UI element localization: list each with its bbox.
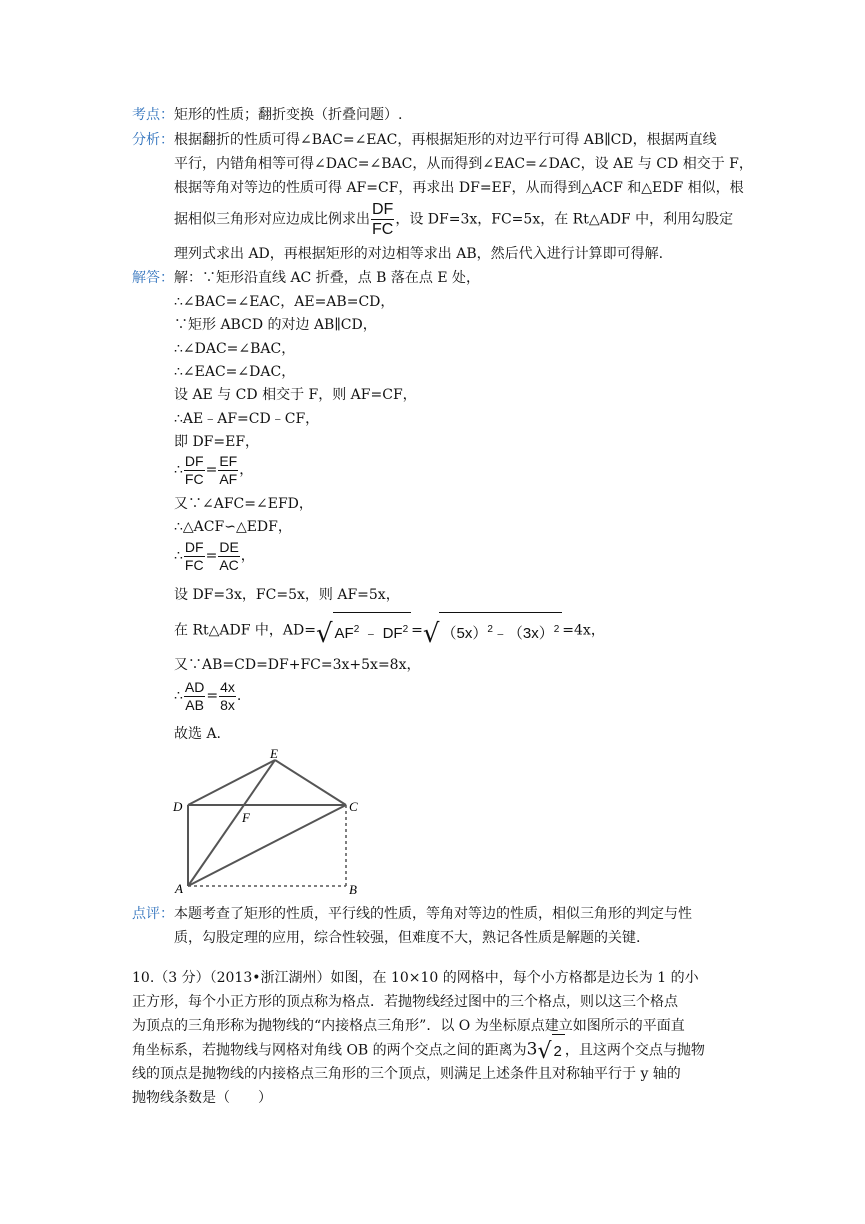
jieda-step-10: ∴△ACF∽△EDF， (174, 519, 292, 535)
label-f: F (242, 810, 250, 825)
jieda-step-6: 设 AE 与 CD 相交于 F，则 AF=CF， (174, 387, 417, 403)
sqrt-2 (423, 612, 562, 649)
fenxi-line-3: 根据等角对等边的性质可得 AF=CF，再求出 DF=EF，从而得到△ACF 和△EDF 相似，根 (174, 180, 744, 196)
q10-line-4 (132, 1034, 705, 1067)
label-a: A (175, 881, 183, 896)
frac-den: FC (372, 221, 394, 238)
frac-num: DF (184, 538, 204, 555)
segment-ae (188, 760, 275, 886)
punct: . (236, 688, 242, 704)
exponent: 2 (487, 624, 493, 635)
dianping-label: 点评： (132, 906, 174, 922)
fenxi-line-2: 平行，内错角相等可得∠DAC=∠BAC，从而得到∠EAC=∠DAC，设 AE 与 CD 相交于 F， (174, 156, 753, 172)
jieda-label: 解答： (132, 270, 174, 286)
therefore-sign: ∴ (174, 548, 183, 564)
radicand-1 (333, 612, 412, 649)
fenxi-text-4a: 据相似三角形对应边成比例求出 (174, 211, 370, 228)
q10-line-2: 正方形，每个小正方形的顶点称为格点．若抛物线经过图中的三个格点，则以这三个格点 (132, 994, 678, 1010)
label-e: E (270, 747, 278, 761)
frac-den: AB (185, 696, 204, 713)
segment-de (188, 760, 275, 805)
jieda-step-14: 故选 A. (174, 726, 222, 742)
label-b: B (349, 882, 357, 897)
jieda-step-2: ∴∠BAC=∠EAC，AE=AB=CD， (174, 294, 395, 310)
jieda-step-4: ∴∠DAC=∠BAC， (174, 341, 296, 357)
jieda-step-12 (174, 612, 605, 649)
label-d: D (173, 799, 183, 814)
fenxi-line-4 (174, 200, 733, 239)
term: ﹣ DF (359, 625, 403, 642)
jieda-line-1 (132, 268, 480, 288)
kaodian-text: 矩形的性质；翻折变换（折叠问题）. (174, 107, 403, 123)
jieda-fraction-2 (174, 537, 255, 575)
q10-line-1: 10.（3 分）（2013•浙江湖州）如图，在 10×10 的网格中，每个小方格都是边长为 1 的小 (132, 970, 699, 986)
pythag-text: 在 Rt△ADF 中，AD= (174, 622, 316, 639)
fraction (184, 453, 205, 488)
frac-den: FC (184, 470, 204, 487)
jieda-step-13: 又∵AB=CD=DF+FC=3x+5x=8x， (174, 657, 421, 673)
segment-ac (188, 805, 346, 886)
fenxi-text-1: 根据翻折的性质可得∠BAC=∠EAC，再根据矩形的对边平行可得 AB∥CD，根据两直线 (174, 132, 717, 148)
segment-ec (275, 760, 346, 805)
jieda-step-11: 设 DF=3x，FC=5x，则 AF=5x， (174, 587, 400, 603)
fraction (219, 679, 236, 714)
radical-sign: √ (422, 619, 440, 649)
frac-den: 8x (220, 696, 235, 713)
q10-line-6: 抛物线条数是（ ） (132, 1090, 272, 1106)
frac-den: AF (219, 470, 238, 487)
q10-line-3: 为顶点的三角形称为抛物线的“内接格点三角形”．以 O 为坐标原点建立如图所示的平面直 (132, 1018, 685, 1034)
equals: = (206, 688, 219, 704)
term: （5x） (441, 625, 488, 642)
dianping-line-1 (132, 904, 692, 924)
radicand-2 (439, 612, 562, 649)
frac-num: EF (219, 452, 238, 469)
fraction (218, 539, 239, 574)
fraction (218, 453, 238, 488)
jieda-fraction-3 (174, 677, 241, 715)
pythag-result: =4x， (562, 622, 605, 639)
fraction-df-fc (371, 200, 394, 239)
kaodian-label: 考点： (132, 107, 174, 123)
rectangle-fold-figure (168, 747, 368, 897)
punct: ， (239, 462, 254, 478)
jieda-step-7: ∴AE﹣AF=CD﹣CF， (174, 411, 320, 427)
fraction (184, 679, 205, 714)
term: AF (334, 625, 354, 642)
exponent: 2 (553, 624, 560, 635)
radical-sign: √ (537, 1039, 552, 1064)
jieda-step-9: 又∵∠AFC=∠EFD， (174, 496, 313, 512)
q10-text-4b: ，且这两个交点与抛物 (564, 1042, 705, 1059)
fraction (184, 539, 205, 574)
term: ﹣（3x） (492, 625, 554, 642)
sqrt-2-expression (538, 1034, 565, 1067)
label-c: C (349, 799, 358, 814)
frac-num: 4x (220, 678, 235, 695)
radical-sign: √ (315, 619, 333, 649)
exponent: 2 (402, 624, 409, 635)
equals: = (205, 462, 218, 478)
jieda-fraction-1 (174, 451, 253, 489)
sqrt-1 (316, 612, 411, 649)
frac-num: DF (372, 201, 394, 218)
fenxi-label: 分析： (132, 132, 174, 148)
frac-den: FC (184, 556, 204, 573)
dianping-line-2: 质，勾股定理的应用，综合性较强，但难度不大，熟记各性质是解题的关键. (174, 930, 641, 946)
frac-den: AC (219, 556, 239, 573)
therefore-sign: ∴ (174, 688, 183, 704)
radicand: 2 (552, 1034, 565, 1067)
jieda-step-8: 即 DF=EF， (174, 434, 260, 450)
q10-line-5: 线的顶点是抛物线的内接格点三角形的三个顶点，则满足上述条件且对称轴平行于 y 轴的 (132, 1066, 681, 1082)
frac-num: AD (184, 678, 205, 695)
equals: = (205, 548, 218, 564)
frac-num: DF (184, 452, 204, 469)
fenxi-line-1 (132, 130, 717, 150)
q10-text-4a: 角坐标系，若抛物线与网格对角线 OB 的两个交点之间的距离为 (132, 1042, 527, 1059)
sqrt-coefficient: 3 (526, 1039, 538, 1060)
jieda-step-3: ∵矩形 ABCD 的对边 AB∥CD， (174, 317, 377, 333)
frac-num: DE (219, 538, 239, 555)
jieda-step-5: ∴∠EAC=∠DAC， (174, 364, 296, 380)
fenxi-line-5: 理列式求出 AD，再根据矩形的对边相等求出 AB，然后代入进行计算即可得解. (174, 246, 664, 262)
equals: = (411, 622, 423, 639)
dianping-text-1: 本题考查了矩形的性质，平行线的性质，等角对等边的性质，相似三角形的判定与性 (174, 906, 692, 922)
kaodian-line (132, 105, 402, 125)
fenxi-text-4b: ，设 DF=3x，FC=5x，在 Rt△ADF 中，利用勾股定 (395, 211, 734, 228)
jieda-step-1: 解：∵矩形沿直线 AC 折叠，点 B 落在点 E 处， (174, 270, 481, 286)
punct: ， (240, 548, 255, 564)
exponent: 2 (353, 624, 360, 635)
therefore-sign: ∴ (174, 462, 183, 478)
